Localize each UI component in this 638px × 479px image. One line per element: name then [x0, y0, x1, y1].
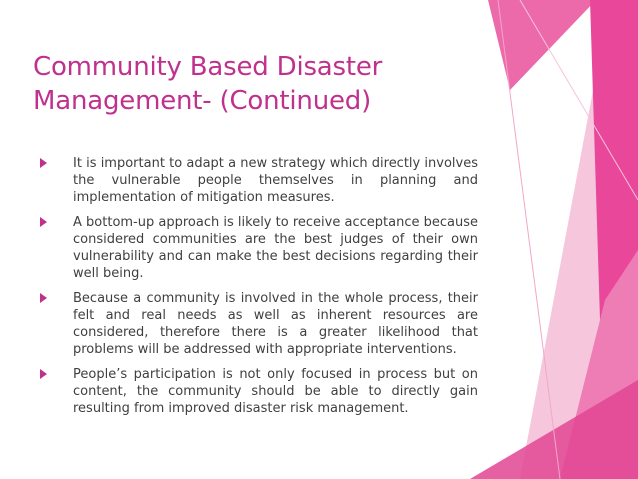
- bullet-item: [40, 214, 478, 282]
- bullet-item: [40, 155, 478, 206]
- bullet-item: [40, 366, 478, 417]
- slide-title-line-1: Community Based Disaster: [33, 52, 383, 82]
- triangle-right-icon: [40, 369, 47, 379]
- bullet-list: [40, 155, 478, 425]
- slide-title-line-2: Management- (Continued): [33, 86, 372, 116]
- bullet-item: [40, 290, 478, 358]
- triangle-right-icon: [40, 293, 47, 303]
- bullet-text: A bottom-up approach is likely to receive acceptance because considered communities are the best judges of their own vulnerability and can make the best decisions regarding their well being.: [73, 215, 478, 281]
- slide-title: [33, 50, 473, 118]
- bullet-text: People’s participation is not only focused in process but on content, the community should be able to directly gain resulting from improved disaster risk management.: [73, 367, 478, 416]
- triangle-right-icon: [40, 217, 47, 227]
- triangle-right-icon: [40, 158, 47, 168]
- decor-thin-diagonal-line: [498, 0, 560, 479]
- bullet-text: Because a community is involved in the whole process, their felt and real needs as well as inherent resources are considered, therefore there is a greater likelihood that problems will be addressed with appropriate interventions.: [73, 291, 478, 357]
- bullet-text: It is important to adapt a new strategy which directly involves the vulnerable people themselves in planning and implementation of mitigation measures.: [73, 156, 478, 205]
